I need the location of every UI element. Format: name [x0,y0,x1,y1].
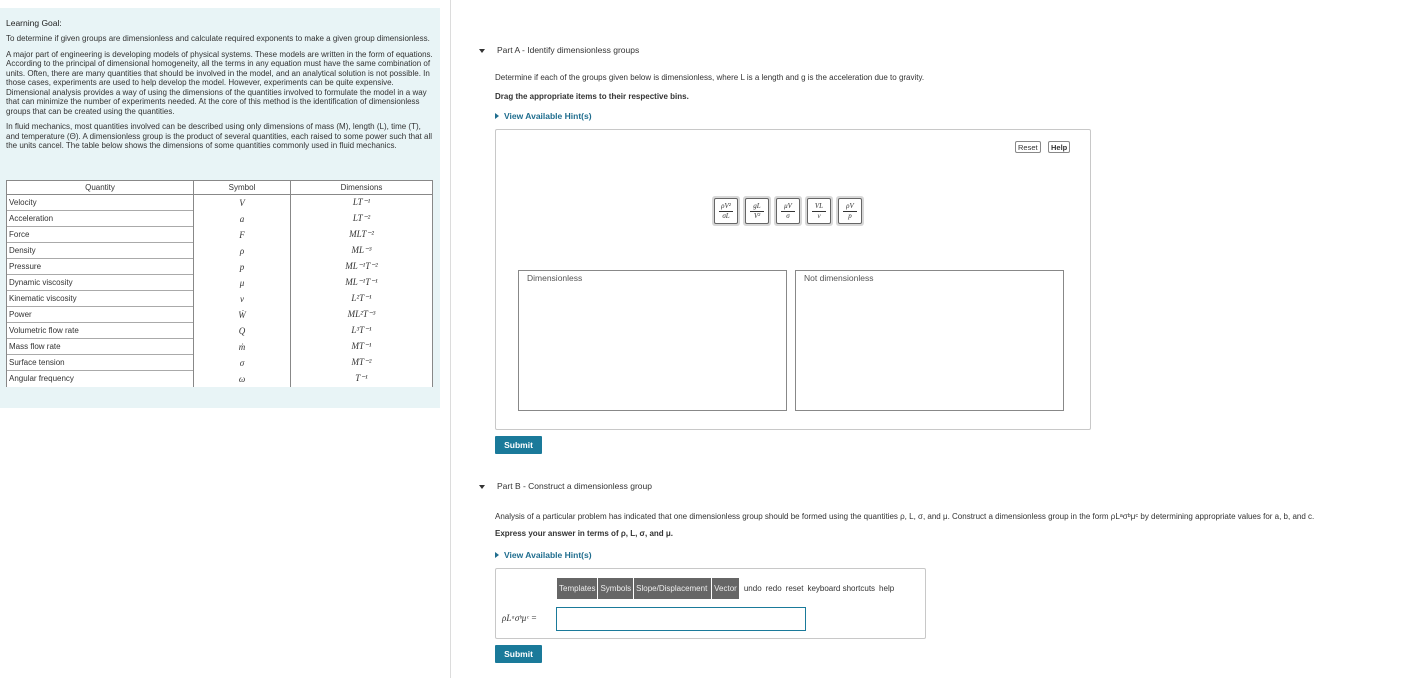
not-dimensionless-bin[interactable] [795,270,1064,411]
keyboard-shortcuts-button[interactable]: keyboard shortcuts [807,584,876,593]
draggable-tiles [712,196,864,226]
symbol-cell: ω [194,371,291,387]
quantity-cell: Surface tension [7,355,194,371]
dimensionless-bin[interactable] [518,270,787,411]
collapse-caret-icon[interactable] [479,49,485,53]
table-row [7,243,433,259]
quantity-cell: Angular frequency [7,371,194,387]
not-dimensionless-bin-label: Not dimensionless [804,273,874,283]
table-row [7,307,433,323]
dimensions-cell: T⁻¹ [291,371,433,387]
drag-tile-vl-over-nu[interactable] [805,196,833,226]
slope-displacement-button[interactable]: Slope/Displacement [634,578,711,599]
quantity-cell: Pressure [7,259,194,275]
part-a-submit-button[interactable]: Submit [495,436,542,454]
dimensions-cell: L²T⁻¹ [291,291,433,307]
dimensions-cell: MLT⁻² [291,227,433,243]
quantity-cell: Volumetric flow rate [7,323,194,339]
dimensions-cell: ML²T⁻³ [291,307,433,323]
drag-tile-rho-v-over-p[interactable] [836,196,864,226]
learning-goal-title: Learning Goal: [6,18,62,28]
symbol-cell: p [194,259,291,275]
part-b-submit-button[interactable]: Submit [495,645,542,663]
reset-answer-button[interactable]: reset [785,584,804,593]
dimensions-cell: ML⁻³ [291,243,433,259]
table-row [7,259,433,275]
part-b-heading[interactable] [479,481,652,491]
quantity-cell: Kinematic viscosity [7,291,194,307]
part-a-hint-link[interactable] [495,111,592,121]
help-button[interactable]: Help [1048,141,1070,153]
table-row [7,355,433,371]
table-row [7,323,433,339]
tile-denominator: ν [817,211,821,220]
pane-divider [450,0,451,678]
dimensions-cell: ML⁻¹T⁻¹ [291,275,433,291]
toolbar-help-button[interactable]: help [879,584,895,593]
quantity-cell: Dynamic viscosity [7,275,194,291]
dimensions-cell: L³T⁻¹ [291,323,433,339]
collapse-caret-icon[interactable] [479,485,485,489]
table-row [7,195,433,211]
fluid-mechanics-paragraph: In fluid mechanics, most quantities involved can be described using only dimensions of mass (M), length (L), time (T), and temperature (Θ). A dimensionless group is the product of several quantities, each raised to some power such that all the units cancel. The table below shows the dimensions of some quantities commonly used in fluid mechanics. [6,122,433,150]
dimensions-cell: LT⁻² [291,211,433,227]
drag-tile-mu-v-over-sigma[interactable] [774,196,802,226]
tile-numerator: μV [784,201,792,210]
tile-denominator: V² [753,211,761,220]
part-a-instruction: Determine if each of the groups given below is dimensionless, where L is a length and g is the acceleration due to gravity. [495,73,925,82]
tile-numerator: ρV [846,201,854,210]
math-toolbar [557,578,894,599]
tile-numerator: VL [814,201,824,210]
table-row [7,291,433,307]
table-row [7,275,433,291]
symbol-cell: σ [194,355,291,371]
quantity-cell: Density [7,243,194,259]
table-header-symbol: Symbol [194,181,291,195]
part-b-title: Part B - Construct a dimensionless group [497,481,652,491]
dimensions-cell: ML⁻¹T⁻² [291,259,433,275]
answer-input[interactable] [556,607,806,631]
quantity-cell: Power [7,307,194,323]
drag-tile-gl-over-v2[interactable] [743,196,771,226]
quantity-cell: Acceleration [7,211,194,227]
quantity-table [6,180,433,387]
symbols-button[interactable]: Symbols [598,578,633,599]
table-header-dimensions: Dimensions [291,181,433,195]
symbol-cell: μ [194,275,291,291]
symbol-cell: F [194,227,291,243]
symbol-cell: ṁ [194,339,291,355]
table-row [7,227,433,243]
expand-triangle-icon [495,552,499,558]
vector-button[interactable]: Vector [712,578,739,599]
symbol-cell: ν [194,291,291,307]
table-row [7,211,433,227]
tile-denominator: p [848,211,852,220]
dimensionless-bin-label: Dimensionless [527,273,583,283]
tile-numerator: gL [753,201,761,210]
quantity-cell: Velocity [7,195,194,211]
part-a-heading[interactable] [479,45,639,55]
symbol-cell: ρ [194,243,291,259]
table-row [7,371,433,387]
learning-goal-text: To determine if given groups are dimensionless and calculate required exponents to make a given group dimensionless. [6,34,430,43]
expand-triangle-icon [495,113,499,119]
symbol-cell: V [194,195,291,211]
hint-label: View Available Hint(s) [504,111,592,121]
drag-tile-rho-v2-over-sigma-l[interactable] [712,196,740,226]
hint-label: View Available Hint(s) [504,550,592,560]
express-instruction: Express your answer in terms of ρ, L, σ, and μ. [495,529,674,538]
quantity-cell: Force [7,227,194,243]
intro-paragraph: A major part of engineering is developing models of physical systems. These models are written in the form of equations. According to the principal of dimensional homogeneity, all the terms in any equation must have the same combination of units. Often, there are many quantities that should be involved in the model, and an analytical solution is not possible. In those cases, experiments are used to help develop the model. However, experiments can be quite expensive. Dimensional analysis provides a way of using the dimensions of the quantities involved to formulate the model in a way that can minimize the number of experiments needed. At the core of this method is the identification of dimensionless groups that can be created using the quantities. [6,49,433,116]
answer-label: ρLᵃσᵇμᶜ = [502,613,537,623]
dimensions-cell: MT⁻² [291,355,433,371]
reset-button[interactable]: Reset [1015,141,1041,153]
templates-button[interactable]: Templates [557,578,597,599]
tile-denominator: σ [786,211,790,220]
table-row [7,339,433,355]
part-b-hint-link[interactable] [495,550,592,560]
dimensions-cell: LT⁻¹ [291,195,433,211]
symbol-cell: Q [194,323,291,339]
quantity-cell: Mass flow rate [7,339,194,355]
drag-instruction: Drag the appropriate items to their respective bins. [495,92,689,101]
symbol-cell: Ẇ [194,307,291,323]
dimensions-cell: MT⁻¹ [291,339,433,355]
symbol-cell: a [194,211,291,227]
undo-button[interactable]: undo [743,584,762,593]
redo-button[interactable]: redo [765,584,782,593]
table-header-quantity: Quantity [7,181,194,195]
part-b-instruction: Analysis of a particular problem has indicated that one dimensionless group should be formed using the quantities ρ, L, σ, and μ. Construct a dimensionless group in the form ρLᵃσᵇμᶜ by determining appropriate values for a, b, and c. [495,512,1315,521]
part-a-title: Part A - Identify dimensionless groups [497,45,640,55]
tile-denominator: σL [722,211,730,220]
tile-numerator: ρV² [721,201,731,210]
